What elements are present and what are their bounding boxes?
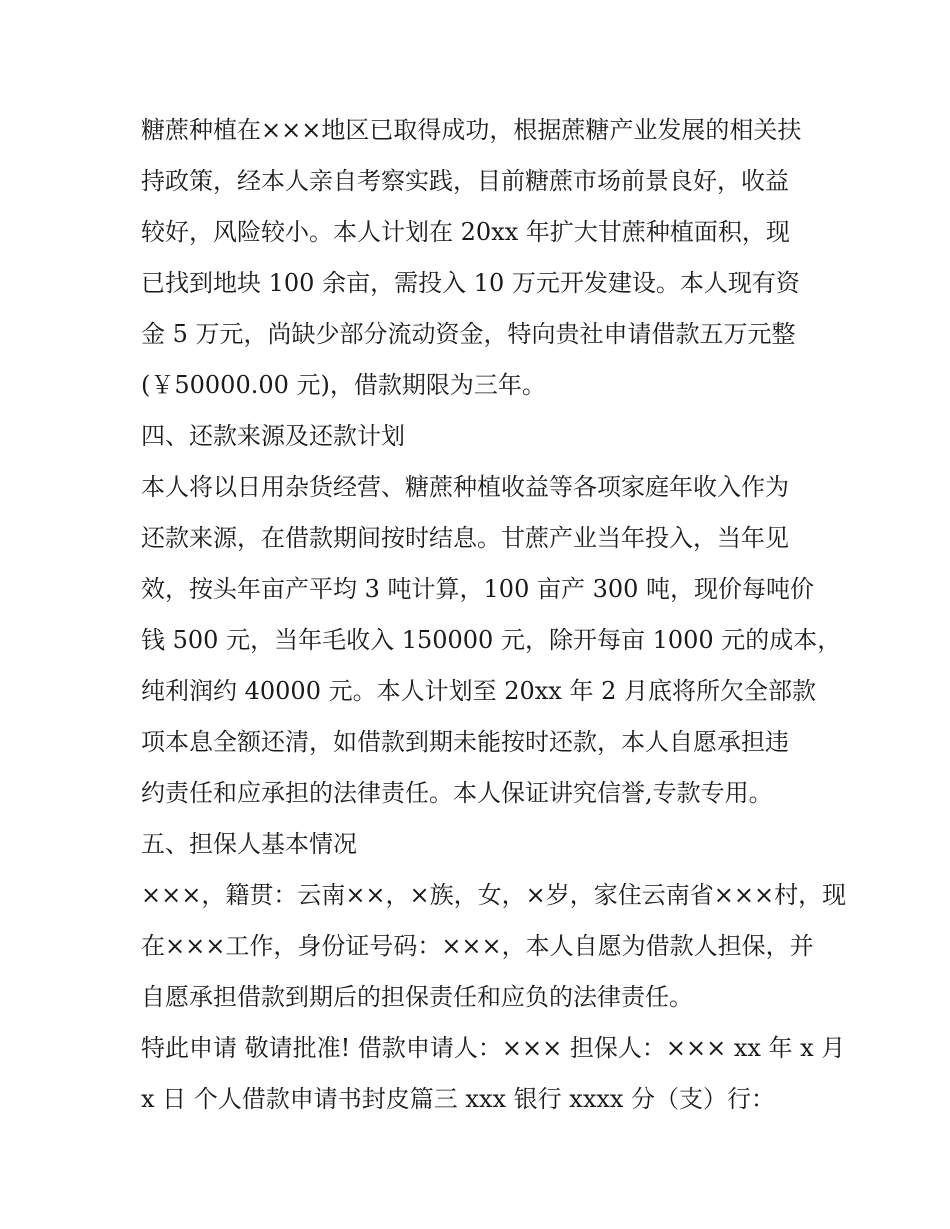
text-line: 在×××工作，身份证号码：×××，本人自愿为借款人担保，并 (141, 932, 814, 960)
text-line: 已找到地块 100 余亩，需投入 10 万元开发建设。本人现有资 (141, 269, 800, 297)
text-line: 项本息全额还清，如借款到期未能按时还款，本人自愿承担违 (141, 728, 789, 756)
text-line: 钱 500 元，当年毛收入 150000 元，除开每亩 1000 元的成本， (141, 626, 842, 654)
section-heading: 四、还款来源及还款计划 (141, 422, 405, 450)
section-heading: 五、担保人基本情况 (141, 830, 357, 858)
text-line: 效，按头年亩产平均 3 吨计算，100 亩产 300 吨，现价每吨价 (141, 575, 815, 603)
text-line: 较好，风险较小。本人计划在 20xx 年扩大甘蔗种植面积，现 (141, 218, 790, 246)
text-line: 特此申请 敬请批准! 借款申请人：××× 担保人：××× xx 年 x 月 (141, 1034, 846, 1062)
text-line: 糖蔗种植在×××地区已取得成功，根据蔗糖产业发展的相关扶 (141, 116, 802, 144)
text-line: 纯利润约 40000 元。本人计划至 20xx 年 2 月底将所欠全部款 (141, 677, 816, 705)
text-line: 本人将以日用杂货经营、糖蔗种植收益等各项家庭年收入作为 (141, 473, 789, 501)
text-line: 持政策，经本人亲自考察实践，目前糖蔗市场前景良好，收益 (141, 167, 789, 195)
text-line: 自愿承担借款到期后的担保责任和应负的法律责任。 (141, 983, 693, 1011)
text-line: x 日 个人借款申请书封皮篇三 xxx 银行 xxxx 分（支）行： (141, 1085, 776, 1113)
text-line: (￥50000.00 元)，借款期限为三年。 (141, 371, 546, 399)
text-line: ×××，籍贯：云南××，×族，女，×岁，家住云南省×××村，现 (141, 881, 847, 909)
text-line: 约责任和应承担的法律责任。本人保证讲究信誉,专款专用。 (141, 779, 773, 807)
text-line: 还款来源，在借款期间按时结息。甘蔗产业当年投入，当年见 (141, 524, 789, 552)
text-line: 金 5 万元，尚缺少部分流动资金，特向贵社申请借款五万元整 (141, 320, 796, 348)
